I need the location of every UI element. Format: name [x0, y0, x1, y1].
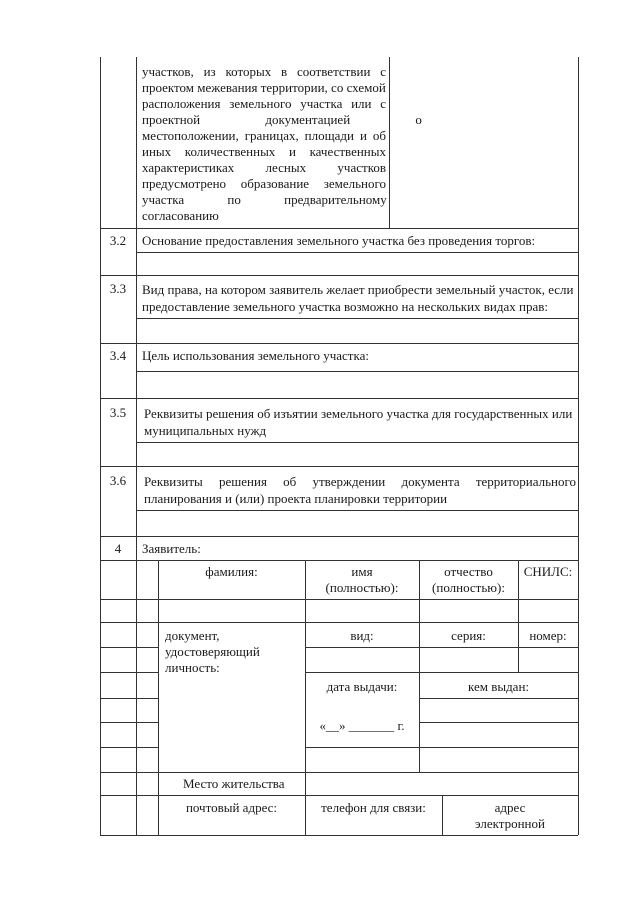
intro-line: предусмотрено образование земельного — [142, 176, 386, 191]
border — [100, 57, 101, 228]
border — [305, 672, 578, 673]
intro-line: проектом межевания территории, со схемой — [142, 80, 386, 95]
email-label: электронной — [475, 816, 545, 831]
intro-line: участка по предварительному — [142, 192, 387, 207]
doc-number-label: номер: — [529, 628, 567, 643]
border — [578, 57, 579, 228]
intro-line: характеристиках лесных участков — [142, 160, 386, 175]
issue-date-template: «__» _______ г. — [319, 718, 405, 733]
name-header: имя — [351, 564, 373, 579]
border — [100, 647, 158, 648]
intro-line: местоположении, границах, площади и об — [142, 128, 386, 143]
intro-line: расположения земельного участка или с — [142, 96, 386, 111]
email-label: адрес — [494, 800, 526, 815]
snils-header: СНИЛС: — [523, 564, 573, 579]
applicant-title: Заявитель: — [142, 541, 201, 556]
border — [136, 442, 578, 443]
section-number: 3.4 — [109, 348, 127, 363]
section-number: 3.5 — [109, 405, 127, 420]
border — [136, 57, 137, 228]
border — [419, 722, 578, 723]
section-title: Реквизиты решения об утверждении документа территориального планирования и (или) проекта планировки территории — [144, 474, 576, 506]
border — [305, 747, 578, 748]
identity-label: документ, — [165, 628, 220, 643]
border — [578, 275, 579, 343]
border — [578, 228, 579, 275]
border — [100, 835, 578, 836]
border — [100, 228, 578, 229]
border — [100, 536, 101, 835]
section-title: Цель использования земельного участка: — [142, 348, 369, 363]
border — [100, 398, 578, 399]
intro-line: иных количественных и качественных — [142, 144, 386, 159]
patronymic-header: (полностью): — [432, 580, 505, 595]
postal-address-label: почтовый адрес: — [185, 800, 278, 815]
border — [578, 536, 579, 835]
section-number: 3.3 — [109, 281, 127, 296]
intro-line: проектной документацией о — [142, 112, 422, 127]
border — [136, 371, 578, 372]
section-number: 4 — [114, 541, 122, 556]
name-header: (полностью): — [325, 580, 399, 595]
section-title: Вид права, на котором заявитель желает приобрести земельный участок, если предоставление земельного участка возможно на нескольких видах прав: — [142, 282, 574, 314]
intro-line: участков, из которых в соответствии с — [142, 64, 386, 79]
border — [136, 536, 137, 835]
issue-date-label: дата выдачи: — [326, 679, 398, 694]
border — [100, 536, 578, 537]
residence-label: Место жительства — [183, 776, 285, 791]
phone-label: телефон для связи: — [321, 800, 426, 815]
surname-header: фамилия: — [205, 564, 258, 579]
border — [578, 466, 579, 536]
border — [100, 722, 158, 723]
section-title: Основание предоставления земельного участка без проведения торгов: — [142, 233, 536, 248]
border — [100, 672, 158, 673]
border — [419, 698, 578, 699]
border — [100, 599, 578, 600]
doc-series-label: серия: — [451, 628, 486, 643]
intro-line: согласованию — [142, 208, 219, 223]
border — [136, 510, 578, 511]
border — [136, 318, 578, 319]
section-title: Реквизиты решения об изъятии земельного участка для государственных или муниципальных нужд — [144, 406, 573, 438]
issued-by-label: кем выдан: — [467, 679, 530, 694]
border — [100, 622, 578, 623]
border — [136, 252, 578, 253]
border — [100, 343, 578, 344]
border — [100, 795, 578, 796]
identity-label: удостоверяющий — [165, 644, 260, 659]
identity-label: личность: — [165, 660, 220, 675]
border — [100, 772, 578, 773]
border — [158, 560, 159, 835]
section-number: 3.6 — [109, 473, 127, 488]
border — [305, 772, 306, 795]
border — [100, 466, 578, 467]
border — [100, 698, 158, 699]
patronymic-header: отчество — [444, 564, 493, 579]
border — [100, 275, 578, 276]
border — [389, 57, 390, 228]
border — [100, 560, 578, 561]
border — [136, 466, 137, 536]
border — [100, 747, 158, 748]
border — [578, 343, 579, 398]
section-number: 3.2 — [109, 233, 127, 248]
border — [305, 622, 306, 772]
border — [578, 398, 579, 466]
border — [136, 398, 137, 466]
doc-type-label: вид: — [350, 628, 374, 643]
border — [305, 647, 578, 648]
border — [136, 275, 137, 343]
